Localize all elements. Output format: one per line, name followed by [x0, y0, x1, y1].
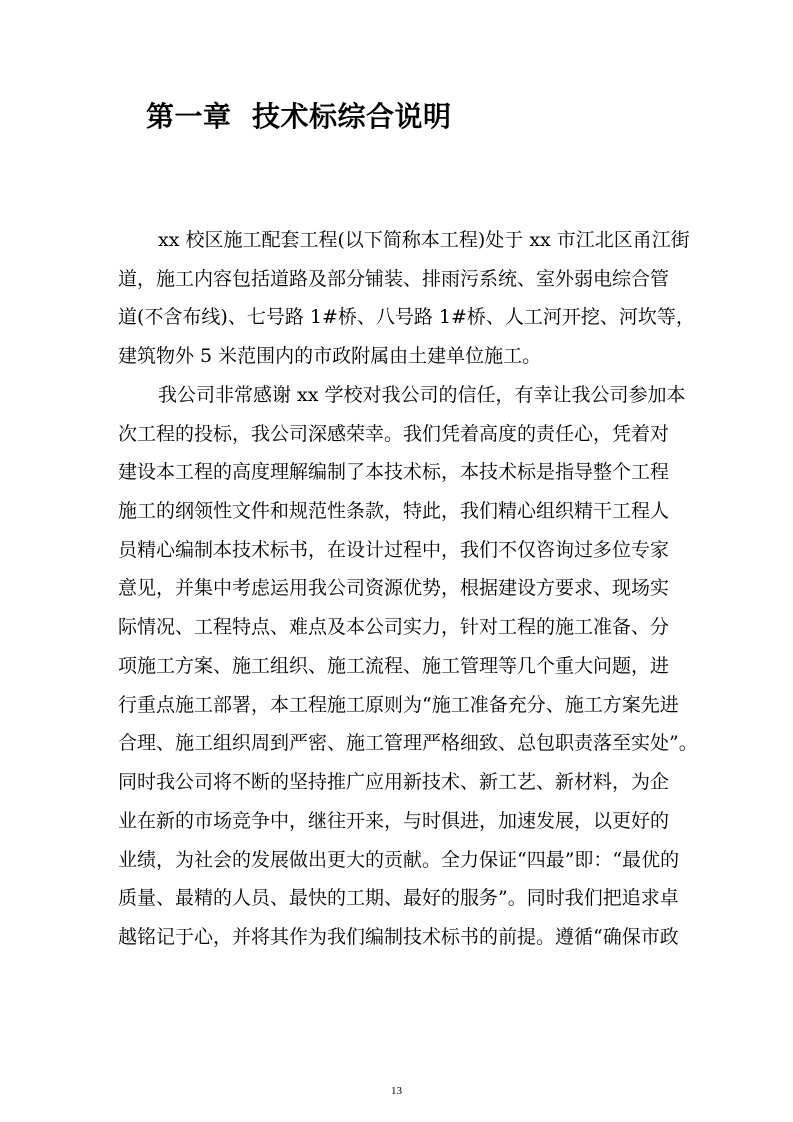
text-line: 业在新的市场竞争中，继往开来，与时俱进，加速发展，以更好的: [118, 809, 670, 832]
text-line: 同时我公司将不断的坚持推广应用新技术、新工艺、新材料，为企: [118, 771, 670, 794]
text-line: 意见，并集中考虑运用我公司资源优势，根据建设方要求、现场实: [118, 577, 670, 600]
text-line: 际情况、工程特点、难点及本公司实力，针对工程的施工准备、分: [118, 616, 670, 639]
text-line: 业绩，为社会的发展做出更大的贡献。全力保证“四最”即：“最优的: [118, 848, 680, 871]
paragraph-1: [118, 221, 695, 376]
text-line: 项施工方案、施工组织、施工流程、施工管理等几个重大问题，进: [118, 654, 670, 677]
text-line: 我公司非常感谢 xx 学校对我公司的信任，有幸让我公司参加本: [158, 383, 686, 406]
page-number: 13: [391, 1085, 402, 1097]
text-line: 越铭记于心，并将其作为我们编制技术标书的前提。遵循“确保市政: [118, 925, 679, 948]
text-line: 行重点施工部署，本工程施工原则为“施工准备充分、施工方案先进: [118, 693, 679, 716]
text-line: 建设本工程的高度理解编制了本技术标，本技术标是指导整个工程: [118, 461, 670, 484]
text-line: xx 校区施工配套工程(以下简称本工程)处于 xx 市江北区甬江街: [158, 229, 690, 251]
chapter-title: 第一章 技术标综合说明: [146, 100, 452, 133]
text-line: 道(不含布线)、七号路 1#桥、八号路 1#桥、人工河开挖、河坎等，: [118, 306, 695, 329]
text-line: 建筑物外 5 米范围内的市政附属由土建单位施工。: [118, 345, 542, 368]
text-line: 施工的纲领性文件和规范性条款，特此，我们精心组织精干工程人: [118, 500, 670, 523]
body-text: [118, 221, 698, 957]
text-line: 次工程的投标，我公司深感荣幸。我们凭着高度的责任心，凭着对: [118, 422, 670, 445]
text-line: 员精心编制本技术标书，在设计过程中，我们不仅咨询过多位专家: [118, 538, 670, 561]
text-line: 合理、施工组织周到严密、施工管理严格细致、总包职责落至实处”。: [118, 732, 698, 755]
paragraph-2: [118, 376, 698, 957]
text-line: 质量、最精的人员、最快的工期、最好的服务”。同时我们把追求卓: [118, 887, 679, 910]
text-line: 道，施工内容包括道路及部分铺装、排雨污系统、室外弱电综合管: [118, 267, 670, 290]
